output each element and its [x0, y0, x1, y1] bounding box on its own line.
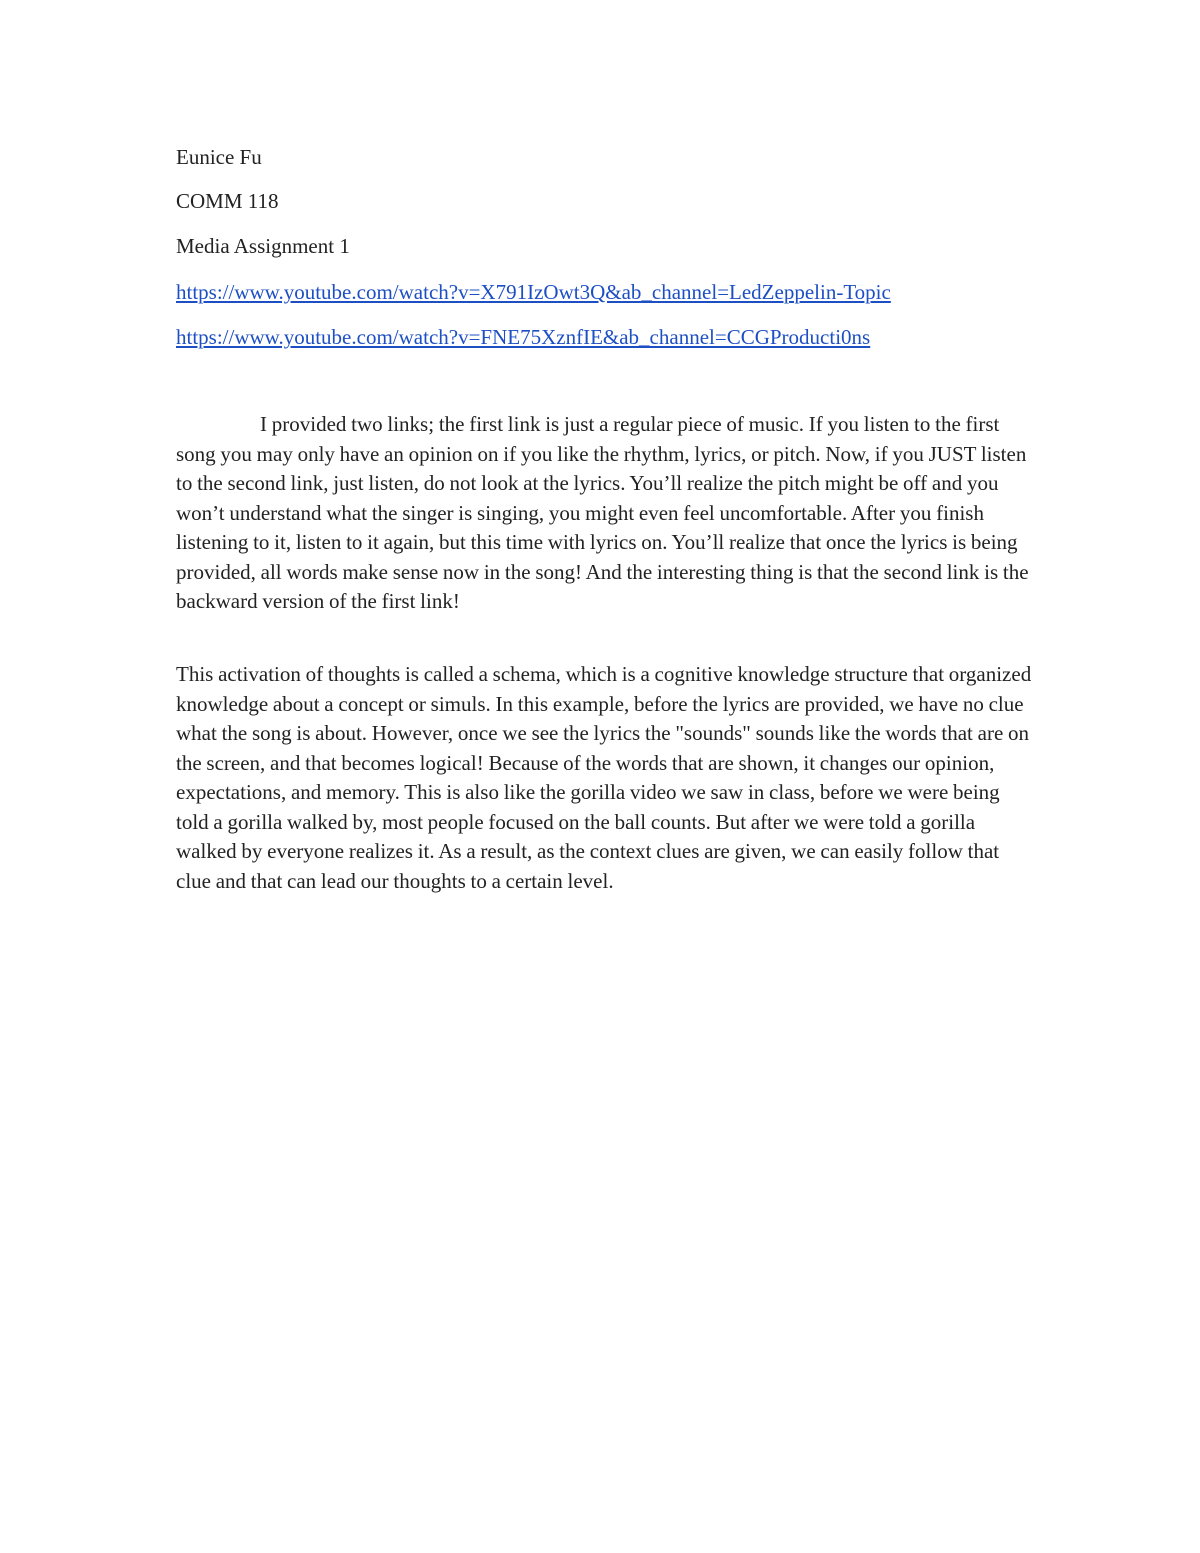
body-paragraph-2: This activation of thoughts is called a schema, which is a cognitive knowledge structure that organized knowledge about a concept or simuls. In this example, before the lyrics are provided, we have no clue what the song is about. However, once we see the lyrics the "sounds" sounds like the words that are on the screen, and that becomes logical! Because of the words that are shown, it changes our opinion, expectations, and memory. This is also like the gorilla video we saw in class, before we were being told a gorilla walked by, most people focused on the ball counts. But after we were told a gorilla walked by everyone realizes it. As a result, as the context clues are given, we can easily follow that clue and that can lead our thoughts to a certain level.: [176, 662, 1032, 893]
author-name: Eunice Fu: [176, 145, 262, 169]
youtube-link-1[interactable]: https://www.youtube.com/watch?v=X791IzOwt3Q&ab_channel=LedZeppelin-Topic: [176, 280, 891, 304]
link-line-2: [176, 325, 870, 349]
body-paragraph-1: I provided two links; the first link is just a regular piece of music. If you listen to the first song you may only have an opinion on if you like the rhythm, lyrics, or pitch. Now, if you JUST listen to the second link, just listen, do not look at the lyrics. You’ll realize the pitch might be off and you won’t understand what the singer is singing, you might even feel uncomfortable. After you finish listening to it, listen to it again, but this time with lyrics on. You’ll realize that once the lyrics is being provided, all words make sense now in the song! And the interesting thing is that the second link is the backward version of the first link!: [176, 412, 1029, 613]
link-line-1: [176, 280, 891, 304]
assignment-title: Media Assignment 1: [176, 234, 350, 258]
course-code: COMM 118: [176, 189, 279, 213]
youtube-link-2[interactable]: https://www.youtube.com/watch?v=FNE75XznfIE&ab_channel=CCGProducti0ns: [176, 325, 871, 349]
